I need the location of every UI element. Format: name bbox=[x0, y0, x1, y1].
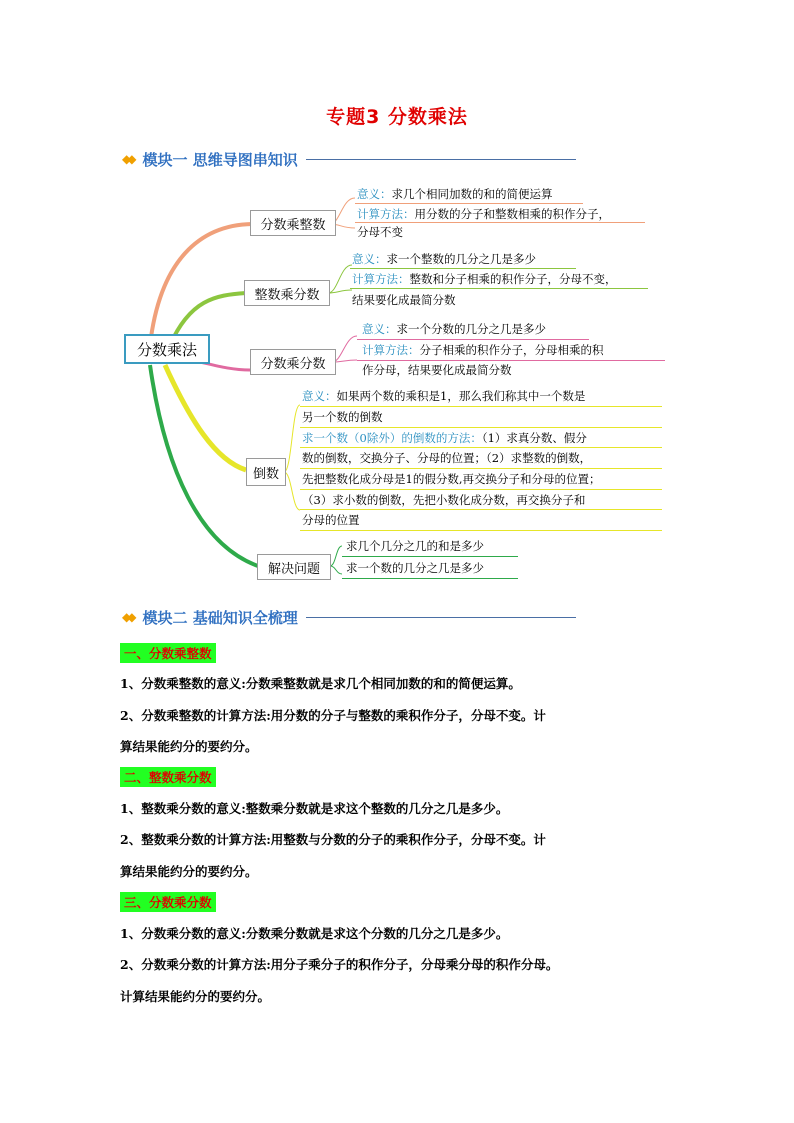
section-line: 1、整数乘分数的意义:整数乘分数就是求这个整数的几分之几是多少。 bbox=[120, 801, 509, 816]
note-line: 另一个数的倒数 bbox=[302, 410, 383, 424]
note-line: 作分母，结果要化成最简分数 bbox=[362, 363, 512, 377]
note-line: 分母的位置 bbox=[302, 513, 360, 527]
note-underline bbox=[350, 288, 648, 289]
section-line: 计算结果能约分的要约分。 bbox=[120, 989, 271, 1004]
note-line: 先把整数化成分母是1的假分数,再交换分子和分母的位置； bbox=[302, 472, 601, 486]
note-underline bbox=[300, 530, 662, 531]
note-line: 意义：求一个整数的几分之几是多少 bbox=[352, 252, 536, 266]
note-underline bbox=[357, 339, 589, 340]
note-line: 计算方法：用分数的分子和整数相乘的积作分子， bbox=[357, 207, 610, 221]
note-line: 求一个数（0除外）的倒数的方法：（1）求真分数、假分 bbox=[302, 431, 587, 445]
section-line: 1、分数乘整数的意义:分数乘整数就是求几个相同加数的和的简便运算。 bbox=[120, 676, 521, 691]
module-label: 模块二 基础知识全梳理 bbox=[142, 608, 298, 627]
note-line: 计算方法：分子相乘的积作分子，分母相乘的积 bbox=[362, 343, 604, 357]
section-line: 2、整数乘分数的计算方法:用整数与分数的分子的乘积作分子，分母不变。计 bbox=[120, 832, 546, 847]
section-line: 算结果能约分的要约分。 bbox=[120, 864, 258, 879]
note-line: 计算方法：整数和分子相乘的积作分子，分母不变， bbox=[352, 272, 617, 286]
note-line: 分母不变 bbox=[357, 225, 403, 239]
module-label: 模块一 思维导图串知识 bbox=[142, 150, 298, 169]
section-line: 2、分数乘分数的计算方法:用分子乘分子的积作分子，分母乘分母的积作分母。 bbox=[120, 957, 559, 972]
page-title: 专题3 分数乘法 bbox=[326, 106, 468, 128]
diamond-bullet-icon: ◆◆ bbox=[122, 152, 133, 166]
note-underline bbox=[355, 203, 583, 204]
section-line: 2、分数乘整数的计算方法:用分数的分子与整数的乘积作分子，分母不变。计 bbox=[120, 708, 546, 723]
note-line: 求几个几分之几的和是多少 bbox=[346, 539, 484, 553]
note-underline bbox=[300, 468, 662, 469]
note-line: 数的倒数，交换分子、分母的位置；（2）求整数的倒数， bbox=[302, 451, 592, 465]
section-line: 1、分数乘分数的意义:分数乘分数就是求这个分数的几分之几是多少。 bbox=[120, 926, 509, 941]
section-label-2: 二、整数乘分数 bbox=[120, 767, 216, 787]
note-underline bbox=[342, 556, 518, 557]
note-line: 求一个数的几分之几是多少 bbox=[346, 561, 484, 575]
section-label-3: 三、分数乘分数 bbox=[120, 892, 216, 912]
heading-rule bbox=[306, 617, 576, 618]
diamond-bullet-icon: ◆◆ bbox=[122, 610, 133, 624]
note-underline bbox=[355, 222, 645, 223]
note-line: 意义：求几个相同加数的和的简便运算 bbox=[357, 187, 553, 201]
note-line: 结果要化成最简分数 bbox=[352, 293, 456, 307]
section-label-1: 一、分数乘整数 bbox=[120, 643, 216, 663]
note-line: 意义：如果两个数的乘积是1，那么我们称其中一个数是 bbox=[302, 389, 586, 403]
branch-reciprocal: 倒数 bbox=[246, 458, 286, 486]
note-underline bbox=[300, 489, 662, 490]
note-line: （3）求小数的倒数，先把小数化成分数，再交换分子和 bbox=[302, 493, 586, 507]
note-underline bbox=[300, 509, 662, 510]
note-underline bbox=[300, 406, 662, 407]
root-node: 分数乘法 bbox=[124, 334, 210, 364]
branch-problem-solving: 解决问题 bbox=[257, 554, 331, 580]
section-line: 算结果能约分的要约分。 bbox=[120, 739, 258, 754]
module-heading-2 bbox=[122, 606, 576, 628]
note-underline bbox=[357, 360, 665, 361]
note-underline bbox=[342, 578, 518, 579]
note-line: 意义：求一个分数的几分之几是多少 bbox=[362, 322, 546, 336]
note-underline bbox=[300, 447, 662, 448]
note-underline bbox=[350, 268, 576, 269]
note-underline bbox=[300, 427, 662, 428]
branch-integer-times-fraction: 整数乘分数 bbox=[244, 280, 330, 306]
branch-fraction-times-integer: 分数乘整数 bbox=[250, 210, 336, 236]
branch-fraction-times-fraction: 分数乘分数 bbox=[250, 349, 336, 375]
